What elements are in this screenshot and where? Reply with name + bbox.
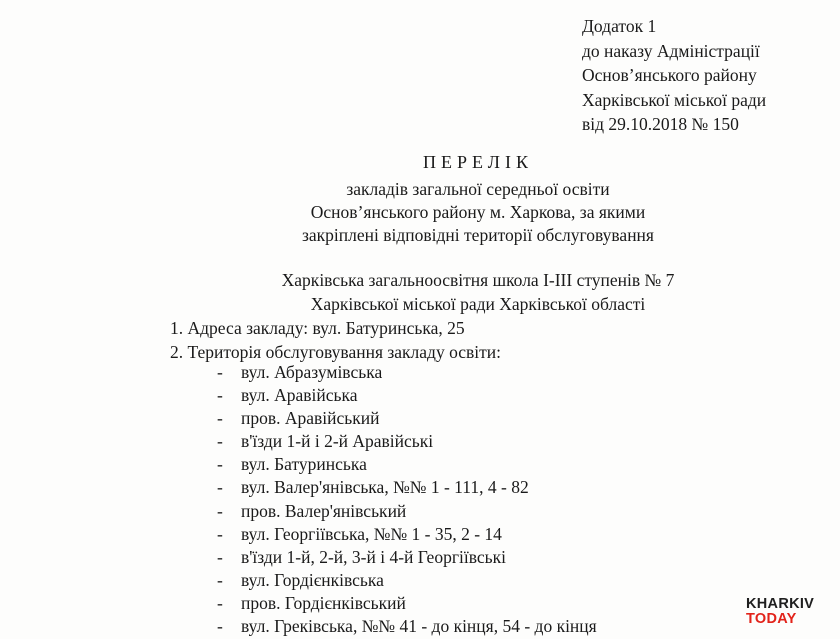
bullet-dash: -: [217, 362, 223, 382]
street-name: вул. Валер'янівська, №№ 1 - 111, 4 - 82: [241, 477, 529, 498]
territory-label: 2. Територія обслуговування закладу освіти:: [170, 342, 502, 362]
bullet-dash: -: [217, 477, 223, 498]
annex-line: Додаток 1: [582, 16, 657, 36]
document-heading: [0, 178, 840, 247]
street-item: [217, 569, 597, 592]
street-name: в'їзди 1-й, 2-й, 3-й і 4-й Георгіївські: [241, 546, 507, 567]
street-name: пров. Аравійський: [241, 408, 380, 429]
street-name: пров. Валер'янівський: [241, 500, 407, 521]
annex-block: [582, 14, 766, 137]
street-name: вул. Абразумівська: [241, 362, 383, 382]
bullet-dash: -: [217, 569, 223, 590]
street-name: вул. Греківська, №№ 41 - до кінця, 54 - до кінця: [241, 616, 597, 637]
street-list: [217, 361, 597, 638]
street-item: [217, 384, 597, 407]
street-item: [217, 615, 597, 638]
bullet-dash: -: [217, 500, 223, 521]
watermark-line-2: TODAY: [746, 611, 797, 627]
street-item: [217, 500, 597, 523]
annex-line: Харківської міської ради: [582, 89, 767, 110]
heading-line: закладів загальної середньої освіти: [346, 179, 610, 199]
bullet-dash: -: [217, 431, 223, 452]
address-item: 1. Адреса закладу: вул. Батуринська, 25: [170, 318, 465, 338]
annex-line: до наказу Адміністрації: [582, 40, 760, 61]
street-item: [217, 407, 597, 430]
heading-line: закріплені відповідні території обслуговування: [302, 225, 654, 245]
bullet-dash: -: [217, 546, 223, 567]
street-item: [217, 523, 597, 546]
watermark-line-1: KHARKIV: [746, 596, 815, 612]
street-name: вул. Батуринська: [241, 454, 367, 475]
kharkiv-today-watermark: [746, 597, 814, 627]
street-item: [217, 453, 597, 476]
street-name: в'їзди 1-й і 2-й Аравійські: [241, 431, 434, 452]
bullet-dash: -: [217, 616, 223, 637]
street-item: [217, 430, 597, 453]
school-name: [0, 268, 840, 316]
street-name: вул. Аравійська: [241, 385, 358, 406]
street-name: вул. Гордієнківська: [241, 569, 384, 590]
street-item: [217, 361, 597, 384]
street-item: [217, 476, 597, 499]
street-name: вул. Георгіївська, №№ 1 - 35, 2 - 14: [241, 523, 502, 544]
school-name-line: Харківської міської ради Харківської області: [310, 294, 646, 314]
bullet-dash: -: [217, 454, 223, 475]
annex-line: від 29.10.2018 № 150: [582, 114, 739, 134]
document-title: ПЕРЕЛІК: [423, 152, 533, 172]
street-item: [217, 546, 597, 569]
bullet-dash: -: [217, 385, 223, 406]
bullet-dash: -: [217, 592, 223, 613]
bullet-dash: -: [217, 408, 223, 429]
bullet-dash: -: [217, 523, 223, 544]
school-name-line: Харківська загальноосвітня школа І-ІІІ ступенів № 7: [281, 270, 675, 290]
heading-line: Основ’янського району м. Харкова, за якими: [310, 202, 646, 222]
street-item: [217, 592, 597, 615]
annex-line: Основ’янського району: [582, 65, 757, 85]
street-name: пров. Гордієнківський: [241, 592, 406, 613]
